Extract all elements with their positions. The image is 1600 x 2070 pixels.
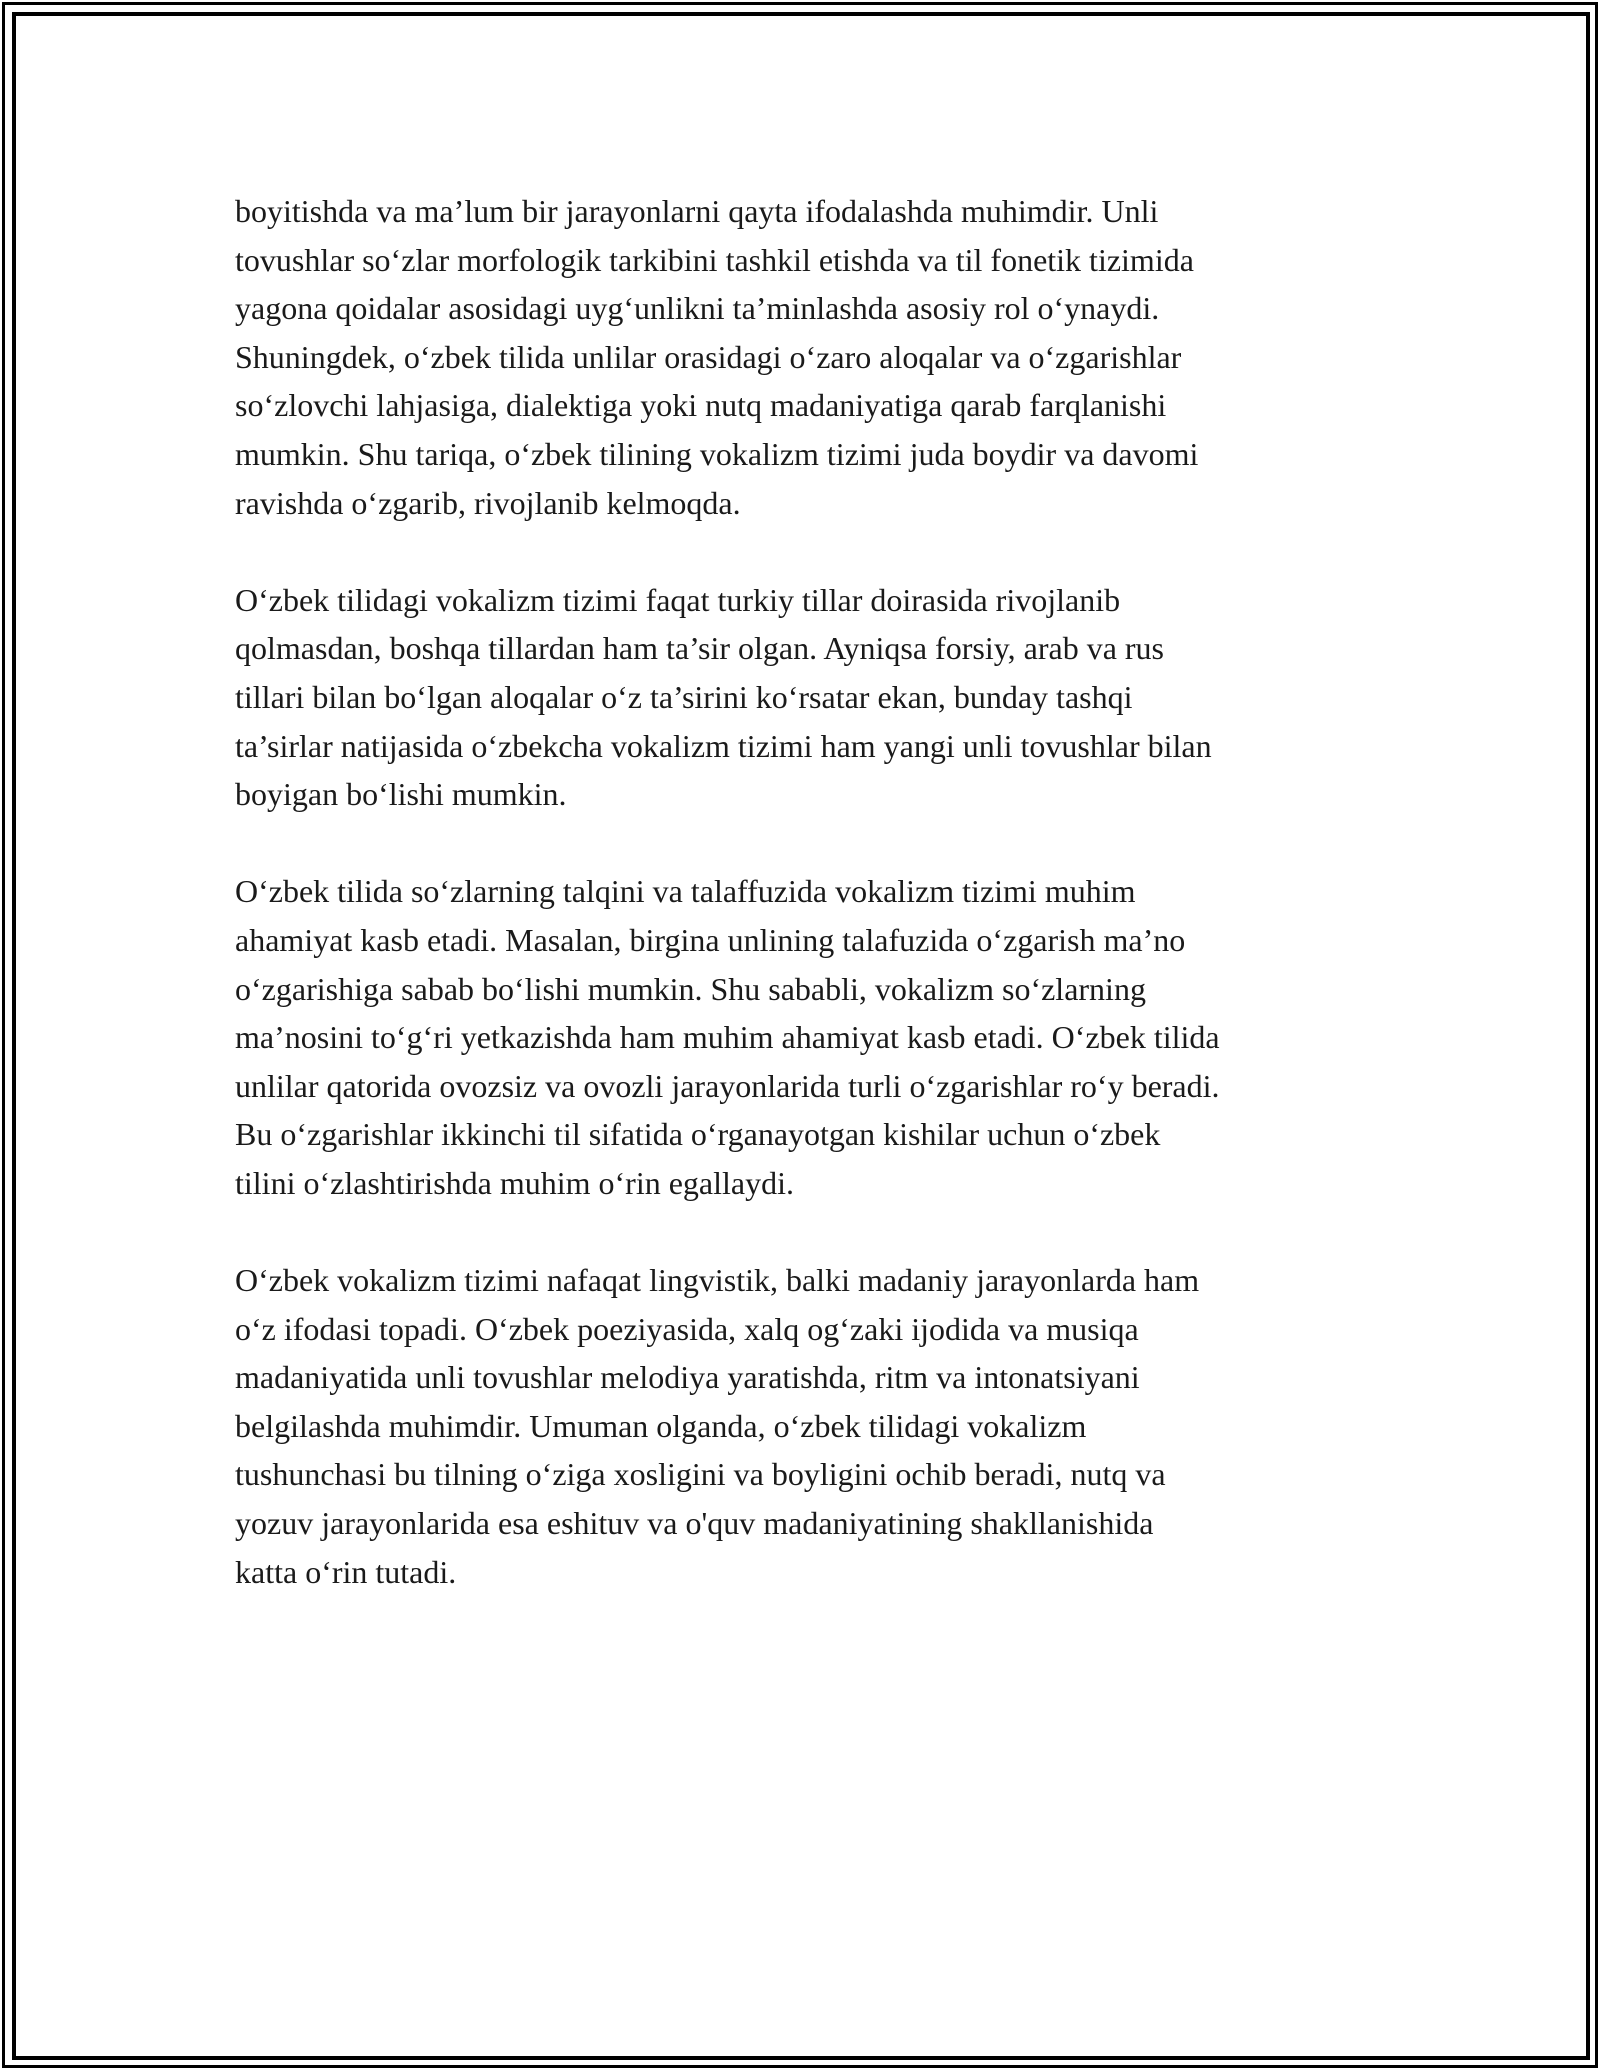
text-line: madaniyatida unli tovushlar melodiya yaratishda, ritm va intonatsiyani [235,1359,1140,1396]
text-line: unlilar qatorida ovozsiz va ovozli jarayonlarida turli o‘zgarishlar ro‘y beradi. [235,1067,1220,1104]
text-line: O‘zbek tilidagi vokalizm tizimi faqat turkiy tillar doirasida rivojlanib [235,581,1121,618]
text-line: ma’nosini to‘g‘ri yetkazishda ham muhim ahamiyat kasb etadi. O‘zbek tilida [235,1019,1220,1056]
text-line: o‘zgarishiga sabab bo‘lishi mumkin. Shu sababli, vokalizm so‘zlarning [235,970,1146,1007]
text-line: katta o‘rin tutadi. [235,1553,457,1590]
text-line: ravishda o‘zgarib, rivojlanib kelmoqda. [235,484,741,521]
text-line: so‘zlovchi lahjasiga, dialektiga yoki nutq madaniyatiga qarab farqlanishi [235,387,1167,424]
text-line: o‘z ifodasi topadi. O‘zbek poeziyasida, xalq og‘zaki ijodida va musiqa [235,1310,1139,1347]
text-line: qolmasdan, boshqa tillardan ham ta’sir olgan. Ayniqsa forsiy, arab va rus [235,630,1164,667]
text-line: ta’sirlar natijasida o‘zbekcha vokalizm tizimi ham yangi unli tovushlar bilan [235,727,1212,764]
document-body [235,187,1395,1645]
text-line: boyigan bo‘lishi mumkin. [235,776,567,813]
text-line: mumkin. Shu tariqa, o‘zbek tilining vokalizm tizimi juda boydir va davomi [235,435,1199,472]
text-line: yagona qoidalar asosidagi uyg‘unlikni ta’minlashda asosiy rol o‘ynaydi. [235,290,1160,327]
paragraph-4 [235,1256,1395,1596]
text-line: O‘zbek vokalizm tizimi nafaqat lingvistik, balki madaniy jarayonlarda ham [235,1262,1200,1299]
text-line: belgilashda muhimdir. Umuman olganda, o‘zbek tilidagi vokalizm [235,1407,1087,1444]
text-line: tushunchasi bu tilning o‘ziga xosligini va boyligini ochib beradi, nutq va [235,1456,1166,1493]
text-line: yozuv jarayonlarida esa eshituv va o'quv madaniyatining shakllanishida [235,1505,1154,1542]
text-line: Bu o‘zgarishlar ikkinchi til sifatida o‘rganayotgan kishilar uchun o‘zbek [235,1116,1161,1153]
text-line: tillari bilan bo‘lgan aloqalar o‘z ta’sirini ko‘rsatar ekan, bunday tashqi [235,678,1133,715]
text-line: ahamiyat kasb etadi. Masalan, birgina unlining talafuzida o‘zgarish ma’no [235,921,1186,958]
text-line: tovushlar so‘zlar morfologik tarkibini tashkil etishda va til fonetik tizimida [235,241,1194,278]
text-line: tilini o‘zlashtirishda muhim o‘rin egallaydi. [235,1164,794,1201]
paragraph-3 [235,867,1395,1207]
paragraph-1 [235,187,1395,527]
paragraph-2 [235,576,1395,819]
text-line: Shuningdek, o‘zbek tilida unlilar orasidagi o‘zaro aloqalar va o‘zgarishlar [235,338,1182,375]
text-line: boyitishda va ma’lum bir jarayonlarni qayta ifodalashda muhimdir. Unli [235,193,1159,229]
text-line: O‘zbek tilida so‘zlarning talqini va talaffuzida vokalizm tizimi muhim [235,873,1136,910]
